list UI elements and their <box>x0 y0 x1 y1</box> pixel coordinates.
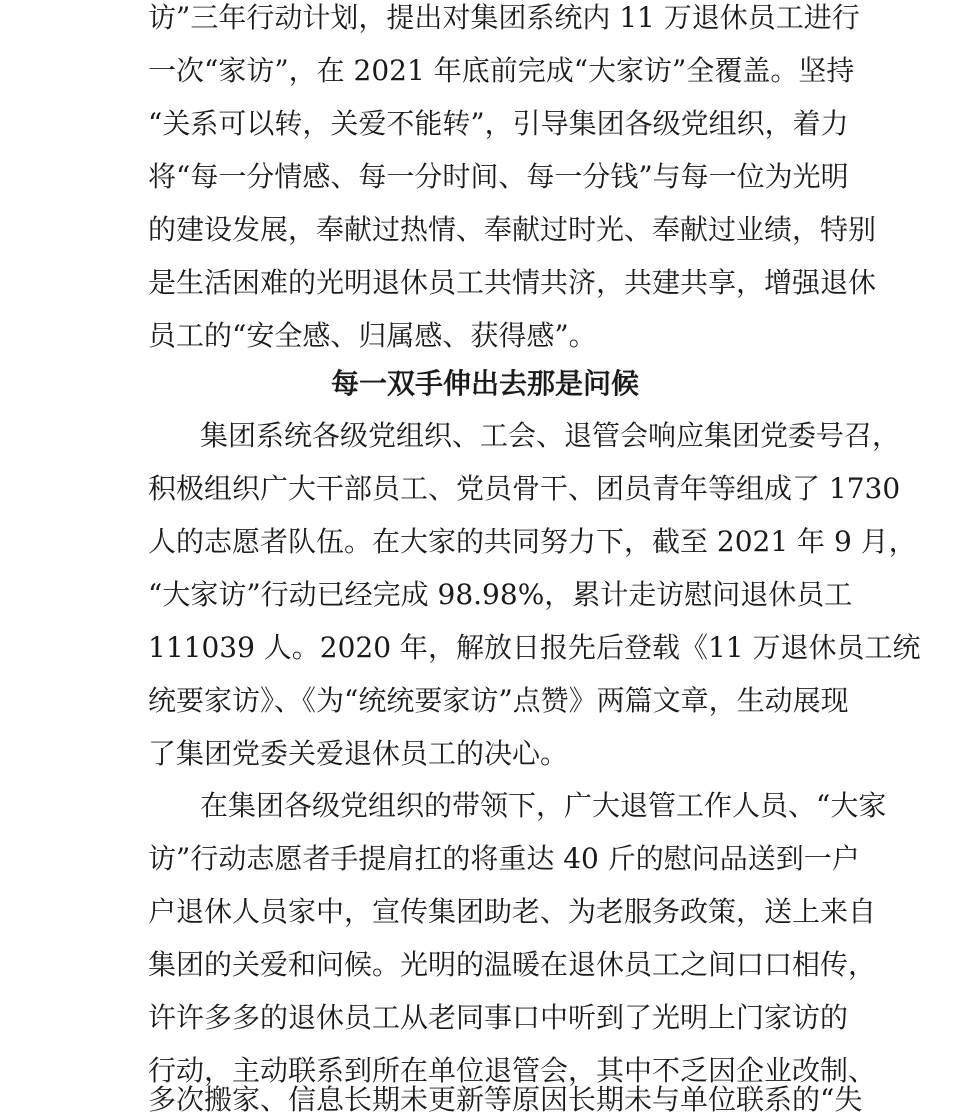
text-line: 在集团各级党组织的带领下，广大退管工作人员、“大家 <box>200 789 887 822</box>
text-line: 一次“家访”，在 2021 年底前完成“大家访”全覆盖。坚持 <box>148 54 855 87</box>
text-line: 访”行动志愿者手提肩扛的将重达 40 斤的慰问品送到一户 <box>148 842 860 875</box>
text-line: 积极组织广大干部员工、党员骨干、团员青年等组成了 1730 <box>148 472 901 505</box>
section-heading: 每一双手伸出去那是问候 <box>330 367 639 400</box>
text-line: 的建设发展，奉献过热情、奉献过时光、奉献过业绩，特别 <box>148 213 877 246</box>
text-line: “大家访”行动已经完成 98.98%，累计走访慰问退休员工 <box>148 578 853 611</box>
text-line: 人的志愿者队伍。在大家的共同努力下，截至 2021 年 9 月， <box>148 525 917 558</box>
text-line: 111039 人。2020 年，解放日报先后登载《11 万退休员工统 <box>148 631 921 664</box>
text-line: 统要家访》、《为“统统要家访”点赞》两篇文章，生动展现 <box>148 684 849 717</box>
text-line: 多次搬家、信息长期未更新等原因长期未与单位联系的“失 <box>148 1083 863 1116</box>
text-line: 是生活困难的光明退休员工共情共济，共建共享，增强退休 <box>148 266 877 299</box>
text-line: 访”三年行动计划，提出对集团系统内 11 万退休员工进行 <box>148 1 860 34</box>
text-line: 员工的“安全感、归属感、获得感”。 <box>148 319 597 352</box>
text-line: 许许多多的退休员工从老同事口中听到了光明上门家访的 <box>148 1001 849 1034</box>
text-line: 集团系统各级党组织、工会、退管会响应集团党委号召， <box>200 419 901 452</box>
text-line: 了集团党委关爱退休员工的决心。 <box>148 737 569 770</box>
text-line: 户退休人员家中，宣传集团助老、为老服务政策，送上来自 <box>148 895 877 928</box>
text-line: 行动，主动联系到所在单位退管会，其中不乏因企业改制、 <box>148 1054 877 1087</box>
text-line: 将“每一分情感、每一分时间、每一分钱”与每一位为光明 <box>148 160 849 193</box>
text-line: 集团的关爱和问候。光明的温暖在退休员工之间口口相传， <box>148 948 877 981</box>
text-line: “关系可以转，关爱不能转”，引导集团各级党组织，着力 <box>148 107 849 140</box>
